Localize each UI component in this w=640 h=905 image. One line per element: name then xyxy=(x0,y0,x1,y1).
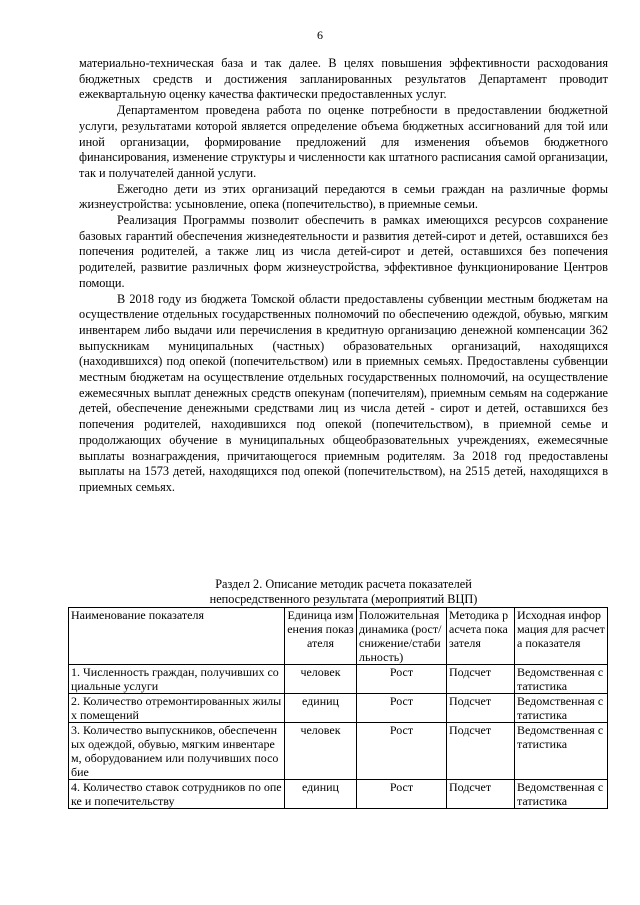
table-header-row xyxy=(69,608,608,665)
paragraph-1: материально-техническая база и так далее. В целях повышения эффективности расходования бюджетных средств и достижения запланированных результатов Департамент проводит ежеквартальную оценку качества фактически предоставленных услуг. xyxy=(79,56,608,102)
header-indicator-name: Наименование показателя xyxy=(69,608,285,665)
indicator-dynamics: Рост xyxy=(357,665,447,694)
header-method: Методика расчета показателя xyxy=(447,608,515,665)
table-row xyxy=(69,694,608,723)
table-row xyxy=(69,780,608,809)
header-dynamics: Положительная динамика (рост/снижение/стабильность) xyxy=(357,608,447,665)
section-title-line-2: непосредственного результата (мероприятий ВЦП) xyxy=(209,591,478,606)
paragraph-2: Департаментом проведена работа по оценке потребности в предоставлении бюджетной услуги, результатами которой является определение объема бюджетных ассигнований для той или иной организации, формирование предложений для изменения объемов бюджетного финансирования, изменение структуры и численности как штатного расписания самой организации, так и получателей данной услуги. xyxy=(79,103,608,180)
indicator-dynamics: Рост xyxy=(357,694,447,723)
indicator-source: Ведомственная статистика xyxy=(515,694,608,723)
indicators-table xyxy=(68,607,608,809)
table-row xyxy=(69,723,608,780)
indicator-unit: единиц xyxy=(285,780,357,809)
section-title-line-1: Раздел 2. Описание методик расчета показателей xyxy=(215,577,472,591)
indicator-name: 3. Количество выпускников, обеспеченных одеждой, обувью, мягким инвентарем, оборудованием или получивших пособие xyxy=(69,723,285,780)
paragraph-5: В 2018 году из бюджета Томской области предоставлены субвенции местным бюджетам на осуществление отдельных государственных полномочий по обеспечению одеждой, обувью, мягким инвентарем либо выдачи или перечисления в кредитную организацию денежной компенсации 362 выпускникам муниципальных (частных) образовательных организаций, находящихся (находившихся) под опекой (попечительством) или в приемных семьях. Предоставлены субвенции местным бюджетам на осуществление отдельных государственных полномочий, на осуществление ежемесячных выплат денежных средств опекунам (попечителям), приемным семьям на содержание детей, обеспечение денежными средствами лиц из числа детей - сирот и детей, оставшихся без попечения родителей, находившихся под опекой (попечительством), в приемной семье и продолжающих обучение в муниципальных общеобразовательных учреждениях, ежемесячные выплаты вознаграждения, причитающегося приемным родителям. За 2018 год предоставлены выплаты на 1573 детей, находящихся под опекой (попечительством), на 2515 детей, находящихся в приемных семьях. xyxy=(79,291,608,494)
indicator-source: Ведомственная статистика xyxy=(515,780,608,809)
indicator-name: 1. Численность граждан, получивших социальные услуги xyxy=(69,665,285,694)
page-number: 6 xyxy=(317,28,323,42)
body-text xyxy=(79,56,608,496)
header-unit: Единица изменения показателя xyxy=(285,608,357,665)
indicator-unit: человек xyxy=(285,665,357,694)
indicator-unit: человек xyxy=(285,723,357,780)
paragraph-3: Ежегодно дети из этих организаций передаются в семьи граждан на различные формы жизнеустройства: усыновление, опека (попечительство), в приемные семьи. xyxy=(79,181,608,212)
indicator-method: Подсчет xyxy=(447,694,515,723)
indicator-name: 4. Количество ставок сотрудников по опеке и попечительству xyxy=(69,780,285,809)
paragraph-4: Реализация Программы позволит обеспечить в рамках имеющихся ресурсов сохранение базовых гарантий обеспечения жизнедеятельности и развития детей-сирот и детей, оставшихся без попечения родителей, а также лиц из числа детей-сирот и детей, оставшихся без попечения родителей, развитие различных форм жизнеустройства, эффективное функционирование Центров помощи. xyxy=(79,213,608,290)
indicator-method: Подсчет xyxy=(447,723,515,780)
indicator-method: Подсчет xyxy=(447,780,515,809)
indicator-method: Подсчет xyxy=(447,665,515,694)
table-row xyxy=(69,665,608,694)
indicator-name: 2. Количество отремонтированных жилых помещений xyxy=(69,694,285,723)
header-source: Исходная информация для расчета показателя xyxy=(515,608,608,665)
indicator-source: Ведомственная статистика xyxy=(515,723,608,780)
indicator-source: Ведомственная статистика xyxy=(515,665,608,694)
section-title xyxy=(79,577,608,606)
indicator-dynamics: Рост xyxy=(357,780,447,809)
indicator-dynamics: Рост xyxy=(357,723,447,780)
indicator-unit: единиц xyxy=(285,694,357,723)
